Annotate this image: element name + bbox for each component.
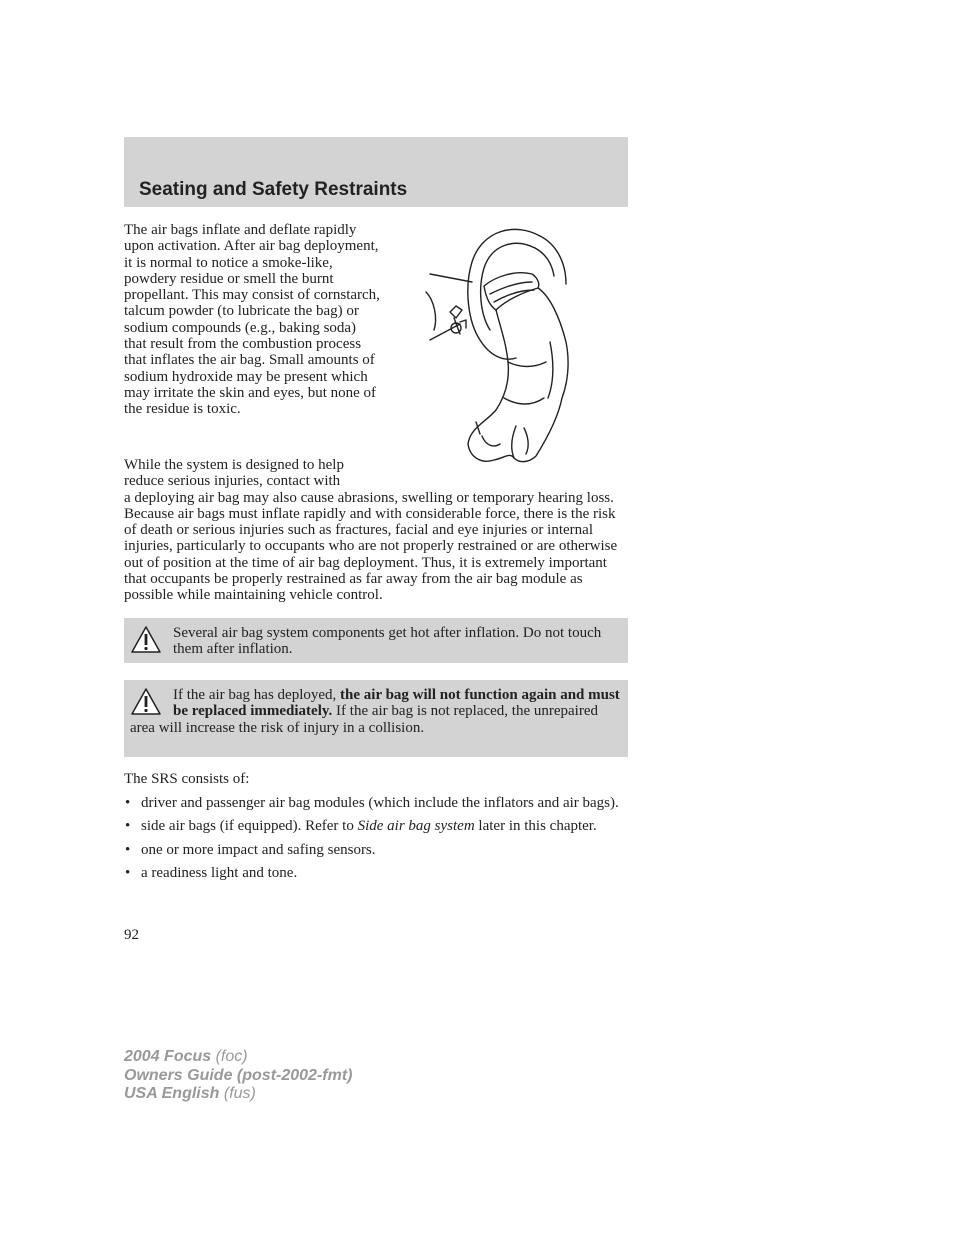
paragraph-injury-risk [124, 457, 628, 604]
footer-guide: Owners Guide (post-2002-fmt) [124, 1066, 353, 1084]
warning-triangle-icon [130, 625, 162, 655]
warning-text-hot-components: Several air bag system components get hot after inflation. Do not touch them after inflation. [173, 625, 602, 658]
footer-line-guide [124, 1067, 352, 1086]
footer-language-code: (fus) [219, 1085, 256, 1102]
footer-language: USA English [124, 1085, 220, 1102]
srs-components-list [124, 795, 628, 888]
list-item [124, 865, 628, 881]
paragraph-injury-risk-rest: a deploying air bag may also cause abrasions, swelling or temporary hearing loss. Because air bags must inflate rapidly and with considerable force, there is the risk of death or serious injuries such as fractures, facial and eye injuries or internal injuries, particularly to occupants who are not properly restrained or are otherwise out of position at the time of air bag deployment. Thus, it is extremely important that occupants be properly restrained as far away from the air bag module as possible while maintaining vehicle control. [124, 489, 618, 604]
list-item-text: driver and passenger air bag modules (which include the inflators and air bags). [141, 795, 619, 811]
footer-model: 2004 Focus [124, 1048, 212, 1065]
srs-intro: The SRS consists of: [124, 771, 250, 787]
warning-text-start: If the air bag has deployed, [173, 687, 341, 703]
warning-text-end: If the air bag is not replaced, the unrepaired area will increase the risk of injury in a collision. [130, 703, 598, 736]
warning-triangle-icon [130, 687, 162, 717]
warning-box-replace-bag [124, 680, 628, 757]
list-item [124, 842, 628, 858]
list-item-text: one or more impact and safing sensors. [141, 841, 376, 858]
paragraph-residue: The air bags inflate and deflate rapidly upon activation. After air bag deployment, it is normal to notice a smoke-like, powdery residue or smell the burnt propellant. This may consist of cornstarch, talcum powder (to lubricate the bag) or sodium compounds (e.g., baking soda) that result from the combustion process that inflates the air bag. Small amounts of sodium hydroxide may be present which may irritate the skin and eyes, but none of the residue is toxic. [124, 222, 380, 418]
bullet-icon: • [125, 795, 131, 811]
warning-text-replace-bag [130, 687, 620, 736]
bullet-icon: • [125, 864, 131, 881]
cross-reference-link: Side air bag system [357, 818, 475, 835]
list-item-text-end: later in this chapter. [474, 818, 597, 835]
list-item [124, 795, 628, 811]
footer-line-language [124, 1085, 352, 1104]
footer-model-code: (foc) [211, 1048, 248, 1065]
air-bag-deployment-illustration [420, 222, 580, 470]
document-footer [124, 1048, 352, 1104]
warning-box-hot-components [124, 618, 628, 663]
list-item-text: side air bags (if equipped). Refer to [141, 818, 358, 835]
list-item [124, 818, 628, 834]
paragraph-injury-risk-start: While the system is designed to help reduce serious injuries, contact with [124, 457, 344, 490]
footer-line-model [124, 1048, 352, 1067]
warning-text-emphasis: the air bag will not function again and must be replaced immediately. [173, 687, 620, 720]
bullet-icon: • [125, 818, 131, 835]
page-number: 92 [124, 927, 139, 943]
bullet-icon: • [125, 841, 131, 858]
section-title: Seating and Safety Restraints [139, 179, 408, 200]
section-header [124, 137, 628, 207]
list-item-text: a readiness light and tone. [141, 864, 298, 881]
